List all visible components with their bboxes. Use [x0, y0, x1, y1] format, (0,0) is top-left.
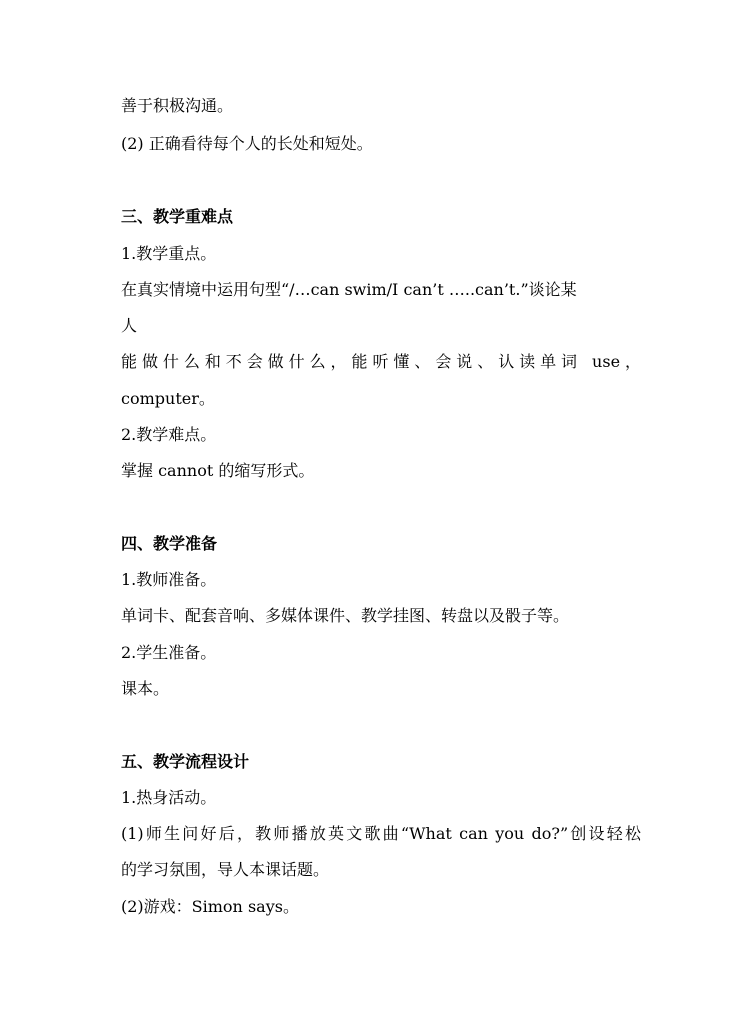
section-heading: 四、教学准备: [121, 534, 218, 553]
text-line: (2) 正确看待每个人的长处和短处。: [121, 134, 373, 153]
section-heading: 三、教学重难点: [121, 207, 234, 226]
text-line: 能做什么和不会做什么，能听懂、会说、认读单词 use，: [121, 352, 641, 371]
text-line: 在真实情境中运用句型“/…can swim/I can’t …..can’t.”谈论某: [121, 280, 577, 299]
text-line: 掌握 cannot 的缩写形式。: [121, 461, 315, 480]
text-line: 课本。: [121, 679, 170, 698]
text-line: 人: [121, 316, 138, 335]
subsection-heading: 1.教师准备。: [121, 570, 217, 589]
text-line: (1)师生问好后，教师播放英文歌曲“What can you do?”创设轻松: [121, 824, 641, 843]
text-line: 善于积极沟通。: [121, 96, 234, 115]
section-heading: 五、教学流程设计: [121, 752, 250, 771]
text-line: computer。: [121, 389, 215, 408]
subsection-heading: 2.学生准备。: [121, 643, 217, 662]
subsection-heading: 2.教学难点。: [121, 425, 217, 444]
subsection-heading: 1.教学重点。: [121, 244, 217, 263]
subsection-heading: 1.热身活动。: [121, 788, 217, 807]
text-line: 单词卡、配套音响、多媒体课件、教学挂图、转盘以及骰子等。: [121, 606, 570, 625]
text-line: 的学习氛围，导人本课话题。: [121, 860, 330, 879]
text-line: (2)游戏：Simon says。: [121, 897, 299, 916]
